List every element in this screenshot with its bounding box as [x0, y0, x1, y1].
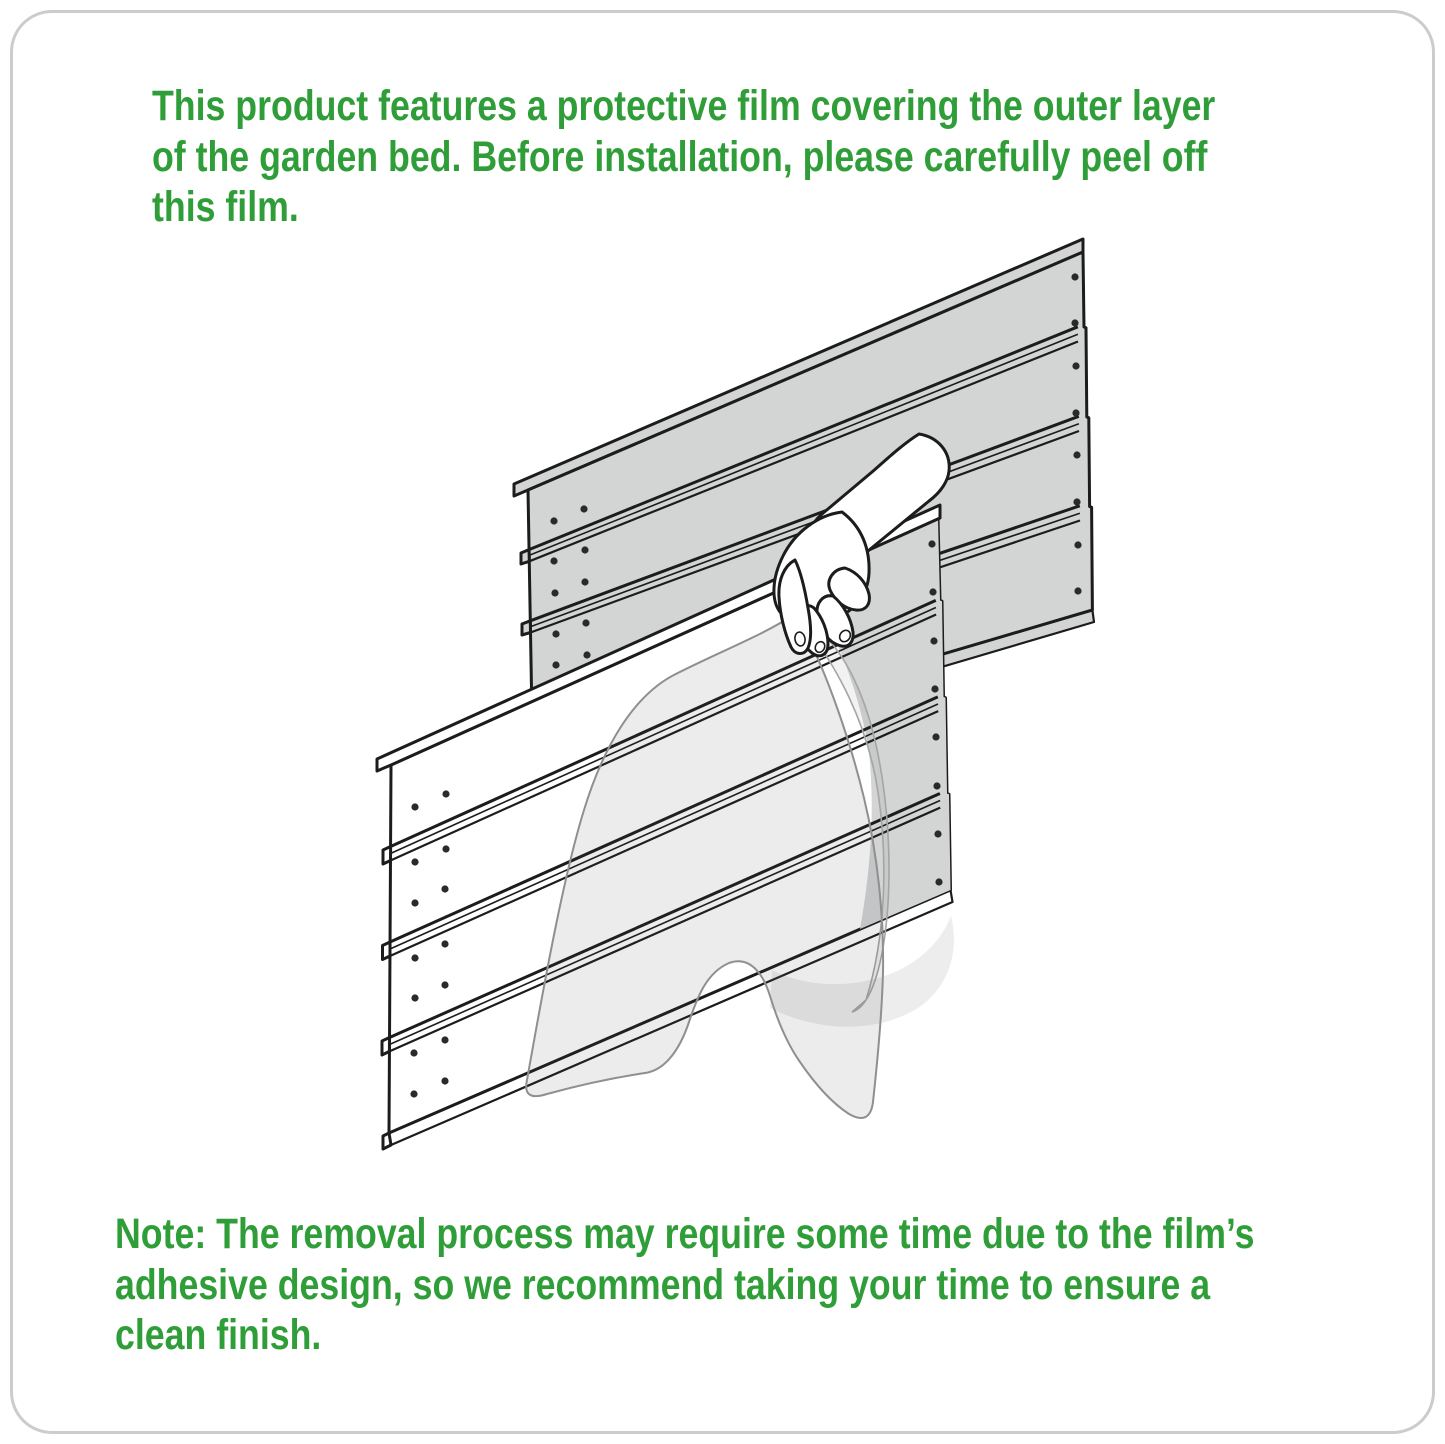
back-panel-left-tab2: [522, 621, 531, 635]
front-panel-left-foot: [383, 1133, 391, 1149]
bottom-note-text: [115, 1210, 1254, 1362]
bottom-note-line2: adhesive design, so we recommend taking your time to ensure a: [115, 1261, 1211, 1309]
front-panel-left-tab3: [382, 1038, 390, 1056]
bottom-note-line1: Note: The removal process may require some time due to the film’s: [115, 1211, 1255, 1258]
top-note-line2: of the garden bed. Before installation, please carefully peel off: [152, 133, 1208, 181]
front-panel-left-tab1: [383, 847, 391, 865]
front-panel-left-tab2: [383, 942, 391, 960]
top-note-line3: this film.: [152, 184, 299, 232]
top-note-line1: This product features a protective film covering the outer layer: [152, 83, 1216, 130]
back-panel-left-tab1: [521, 550, 529, 564]
bottom-note-line3: clean finish.: [115, 1312, 322, 1360]
